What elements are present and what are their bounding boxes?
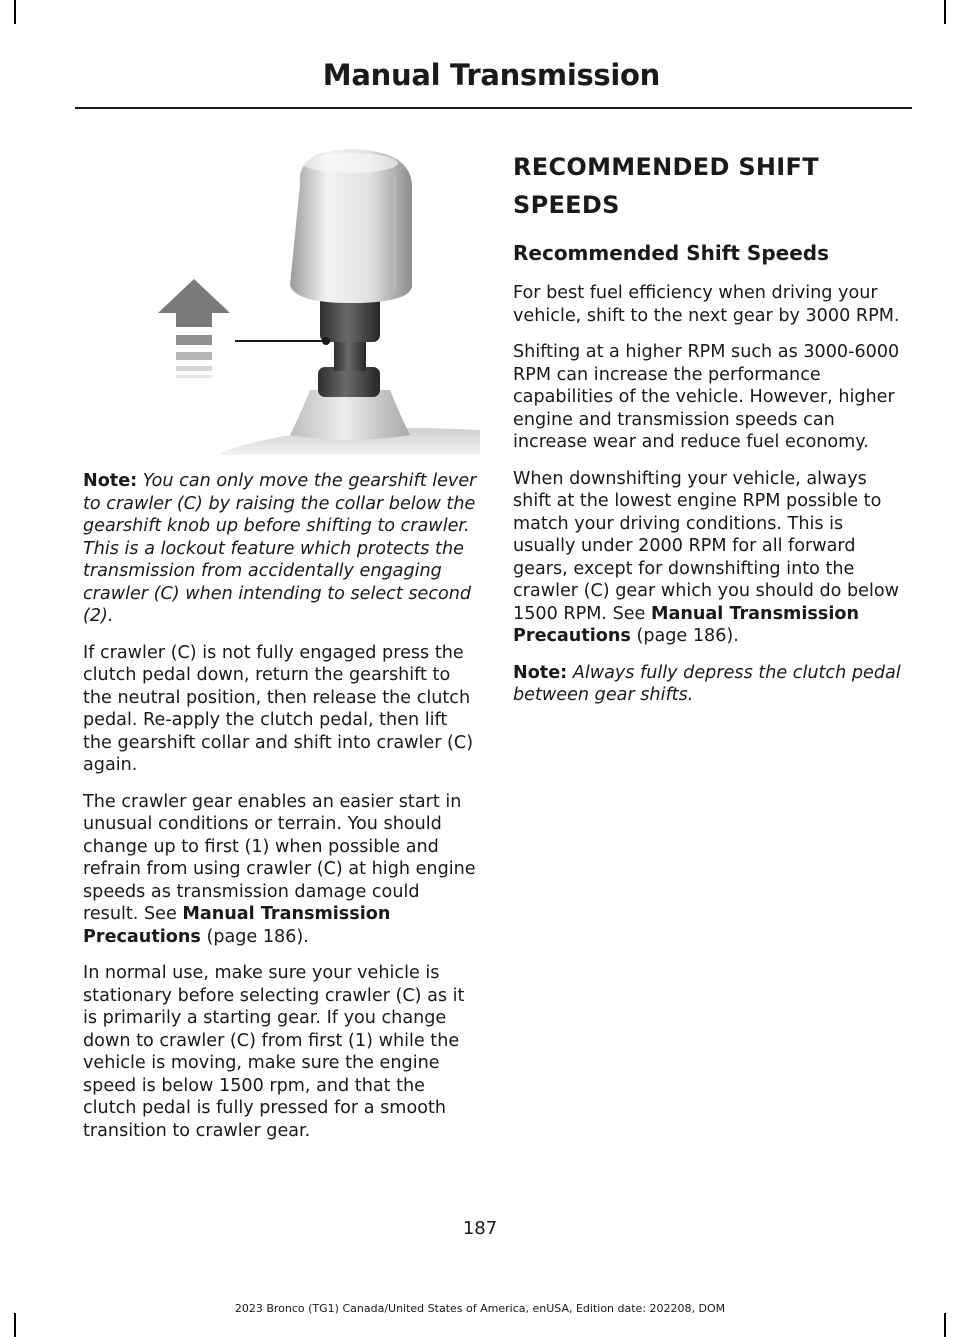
crop-mark bbox=[944, 1313, 946, 1337]
paragraph: If crawler (C) is not fully engaged press the clutch pedal down, return the gearshift to the neutral position, then release the clutch pedal. Re-apply the clutch pedal, then lift the gearshift collar and shift into crawler (C) again. bbox=[83, 642, 474, 775]
crop-mark bbox=[944, 0, 946, 24]
right-column bbox=[513, 148, 908, 721]
section-heading: RECOMMENDED SHIFT SPEEDS bbox=[513, 153, 819, 219]
subsection-heading: Recommended Shift Speeds bbox=[513, 241, 829, 265]
note-label: Note: bbox=[83, 471, 138, 491]
arrow-up-icon bbox=[158, 279, 230, 327]
paragraph-text: The crawler gear enables an easier start in unusual conditions or terrain. You should change up to first (1) when possible and refrain from using crawler (C) at high engine speeds as transmission damage could result. See bbox=[83, 791, 476, 924]
page-reference: (page 186). bbox=[200, 926, 309, 947]
paragraph: For best fuel efficiency when driving your vehicle, shift to the next gear by 3000 RPM. bbox=[513, 283, 900, 326]
left-column bbox=[83, 470, 478, 1156]
note-text: You can only move the gearshift lever to crawler (C) by raising the collar below the gearshift knob up before shifting to crawler. This is a lockout feature which protects the transmission from accidentally engaging crawler (C) when intending to select second (2). bbox=[83, 471, 477, 626]
cross-reference-link[interactable]: Manual Transmission Precautions bbox=[513, 603, 860, 646]
crop-mark bbox=[14, 0, 16, 24]
cross-reference-link[interactable]: Manual Transmission Precautions bbox=[83, 904, 391, 947]
note-paragraph bbox=[513, 662, 908, 707]
page-title: Manual Transmission bbox=[322, 58, 660, 92]
page-reference: (page 186). bbox=[630, 626, 739, 646]
gearshift-collar-illustration bbox=[150, 145, 480, 455]
note-text: Always fully depress the clutch pedal between gear shifts. bbox=[513, 662, 901, 705]
header-divider bbox=[75, 107, 912, 109]
page-number: 187 bbox=[462, 1218, 498, 1239]
crop-mark bbox=[14, 1313, 16, 1337]
paragraph bbox=[513, 468, 908, 648]
paragraph: In normal use, make sure your vehicle is stationary before selecting crawler (C) as it is primarily a starting gear. If you change down to crawler (C) from first (1) while the vehicle is moving, make sure the engine speed is below 1500 rpm, and that the clutch pedal is fully pressed for a smooth transition to crawler gear. bbox=[83, 963, 465, 1141]
paragraph bbox=[83, 791, 478, 949]
footer-edition-info: 2023 Bronco (TG1) Canada/United States of America, enUSA, Edition date: 202208, DOM bbox=[234, 1302, 726, 1315]
note-paragraph bbox=[83, 470, 478, 628]
paragraph-text: When downshifting your vehicle, always shift at the lowest engine RPM possible to match your driving conditions. This is usually under 2000 RPM for all forward gears, except for downshifting into the crawler (C) gear which you should do below 1500 RPM. See bbox=[513, 468, 900, 624]
paragraph: Shifting at a higher RPM such as 3000-6000 RPM can increase the performance capabilities of the vehicle. However, higher engine and transmission speeds can increase wear and reduce fuel economy. bbox=[513, 342, 900, 452]
note-label: Note: bbox=[513, 662, 568, 683]
